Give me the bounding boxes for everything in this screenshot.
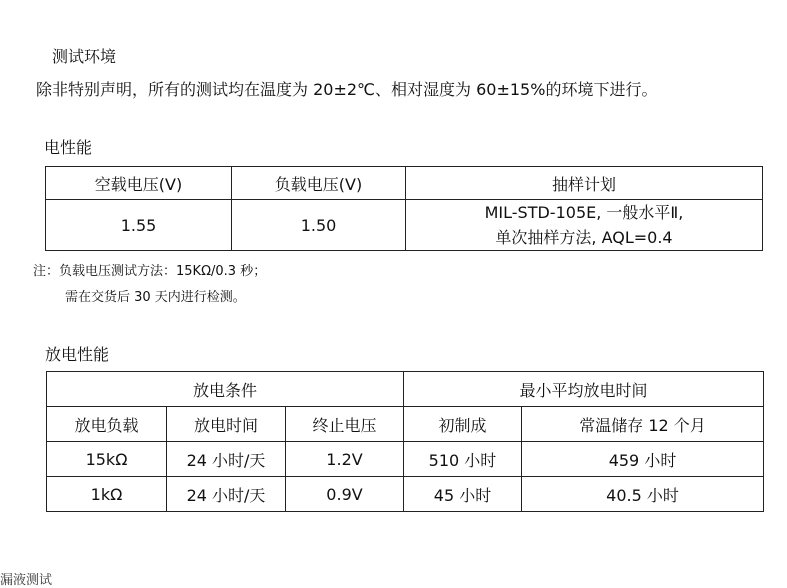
- header-no-load-voltage: 空载电压(V): [46, 167, 232, 200]
- env-text-mid: 、相对湿度为: [375, 80, 477, 99]
- discharge-performance-table: [46, 371, 764, 512]
- header-load-voltage: 负载电压(V): [232, 167, 406, 200]
- table-row: [47, 442, 764, 477]
- cut-off-next-heading: 漏液测试: [0, 573, 53, 588]
- table-sub-header-row: [47, 407, 764, 442]
- header-initial: 初制成: [404, 407, 522, 442]
- env-temperature-unit: ℃: [357, 80, 376, 99]
- cell-after-storage: 459 小时: [522, 442, 764, 477]
- cell-sampling-plan: [406, 200, 763, 251]
- header-sampling-plan: 抽样计划: [406, 167, 763, 200]
- cell-initial: 510 小时: [404, 442, 522, 477]
- table-group-header-row: [47, 372, 764, 407]
- cell-no-load-voltage: 1.55: [46, 200, 232, 251]
- table-row: [46, 200, 763, 251]
- section-heading-discharge: 放电性能: [45, 345, 110, 364]
- sampling-plan-line-2: 单次抽样方法, AQL=0.4: [495, 228, 673, 247]
- table-header-row: [46, 167, 763, 200]
- cell-time: 24 小时/天: [167, 442, 286, 477]
- cell-load: 1kΩ: [47, 477, 167, 512]
- cell-time: 24 小时/天: [167, 477, 286, 512]
- cell-load-voltage: 1.50: [232, 200, 406, 251]
- env-text-suffix: 的环境下进行。: [545, 80, 658, 99]
- env-humidity: 60±15%: [476, 80, 546, 99]
- table-row: [47, 477, 764, 512]
- header-cutoff-voltage: 终止电压: [286, 407, 404, 442]
- note-load-voltage-method: 注：负载电压测试方法：15KΩ/0.3 秒；: [33, 264, 267, 279]
- header-discharge-conditions: 放电条件: [47, 372, 404, 407]
- env-temperature: 20±2: [313, 80, 358, 99]
- cell-cutoff-voltage: 1.2V: [286, 442, 404, 477]
- cell-after-storage: 40.5 小时: [522, 477, 764, 512]
- test-environment-paragraph: [36, 77, 657, 100]
- cell-load: 15kΩ: [47, 442, 167, 477]
- note-inspection-deadline: 需在交货后 30 天内进行检测。: [65, 290, 246, 305]
- section-heading-electrical: 电性能: [44, 138, 93, 157]
- section-heading-test-environment: 测试环境: [52, 47, 117, 66]
- electrical-performance-table: [45, 166, 763, 251]
- cell-cutoff-voltage: 0.9V: [286, 477, 404, 512]
- header-min-average-discharge-time: 最小平均放电时间: [404, 372, 764, 407]
- header-discharge-load: 放电负载: [47, 407, 167, 442]
- header-after-12-months-storage: 常温储存 12 个月: [522, 407, 764, 442]
- env-text-prefix: 除非特别声明，所有的测试均在温度为: [36, 80, 314, 99]
- cell-initial: 45 小时: [404, 477, 522, 512]
- sampling-plan-line-1: MIL-STD-105E, 一般水平Ⅱ,: [484, 203, 684, 222]
- header-discharge-time: 放电时间: [167, 407, 286, 442]
